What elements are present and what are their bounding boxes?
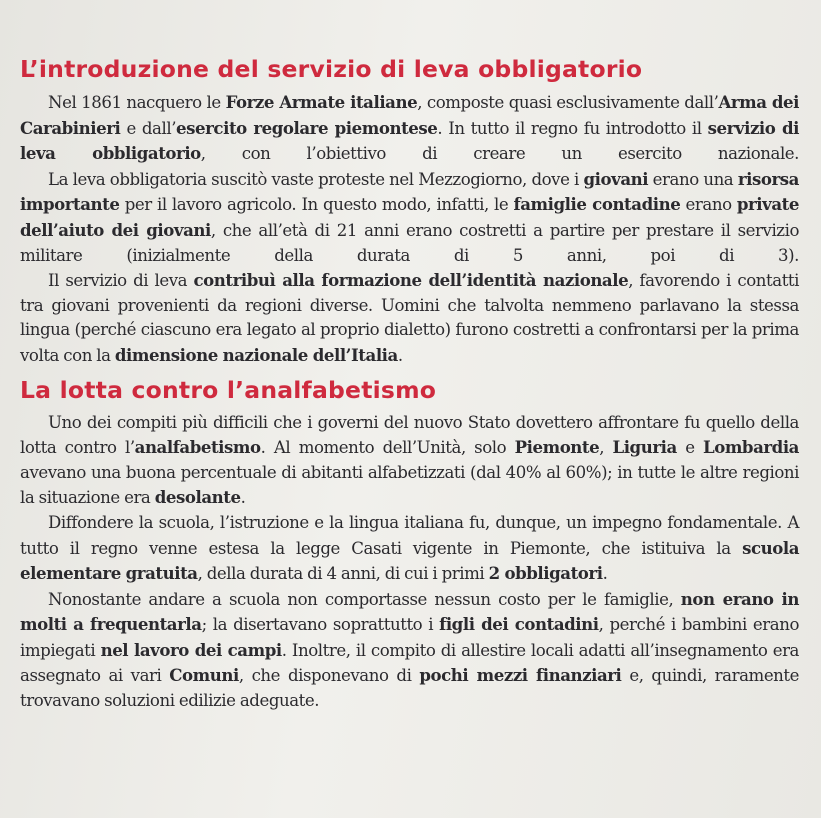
section-heading-leva: L’introduzione del servizio di leva obbligatorio bbox=[20, 55, 643, 83]
bold-run: nel lavoro dei campi bbox=[100, 639, 282, 660]
text-run: , composte quasi esclusivamente dall’ bbox=[417, 93, 719, 112]
text-run: , che disponevano di bbox=[238, 666, 420, 686]
bold-run: Arma dei Carabinieri bbox=[20, 92, 800, 138]
text-run: . In tutto il regno fu introdotto il bbox=[437, 118, 708, 138]
bold-run: non erano in molti a frequentarla bbox=[20, 588, 799, 635]
paragraph-leva-1 bbox=[20, 90, 799, 167]
bold-run: contribuì alla formazione dell’identità nazionale bbox=[193, 270, 629, 291]
text-run: e dall’ bbox=[120, 118, 177, 138]
bold-run: scuola elementare gratuita bbox=[20, 537, 799, 584]
paragraph-analfabetismo-3 bbox=[20, 587, 799, 714]
paragraph-leva-3 bbox=[20, 268, 799, 368]
section-heading-analfabetismo: La lotta contro l’analfabetismo bbox=[20, 375, 437, 404]
text-run: , favorendo i contatti tra giovani provenienti da regioni diverse. Uomini che talvolta nemmeno parlavano la stessa lingua (perché ciascuno era legato al proprio dialetto) furono costretti a confrontarsi per la prima volta con la bbox=[20, 271, 799, 365]
text-run: avevano una buona percentuale di abitanti alfabetizzati (dal 40% al 60%); in tutte le altre regioni la situazione era bbox=[20, 462, 799, 508]
bold-run: Liguria bbox=[612, 437, 677, 458]
text-run: Il servizio di leva bbox=[48, 271, 194, 291]
text-run: . Al momento dell’Unità, solo bbox=[260, 438, 515, 458]
text-run: , che all’età di 21 anni erano costretti a partire per prestare il servizio militare (inizialmente della durata di 5 anni, poi di 3). bbox=[20, 220, 799, 265]
bold-run: giovani bbox=[583, 168, 649, 189]
text-run: , della durata di 4 anni, di cui i primi bbox=[197, 564, 489, 584]
text-run: . bbox=[240, 488, 246, 508]
bold-run: analfabetismo bbox=[134, 437, 261, 458]
text-run: Diffondere la scuola, l’istruzione e la lingua italiana fu, dunque, un impegno fondamentale. A tutto il regno venne estesa la legge Casati vigente in Piemonte, che istituiva la bbox=[20, 512, 799, 558]
bold-run: desolante bbox=[154, 487, 241, 508]
bold-run: risorsa importante bbox=[20, 168, 799, 215]
text-run: Nel 1861 nacquero le bbox=[48, 93, 226, 112]
bold-run: dimensione nazionale dell’Italia bbox=[114, 344, 398, 365]
bold-run: Piemonte bbox=[514, 437, 600, 458]
text-run: . Inoltre, il compito di allestire locali adatti all’insegnamento era assegnato ai vari bbox=[20, 640, 799, 686]
text-run: La leva obbligatoria suscitò vaste proteste nel Mezzogiorno, dove i bbox=[48, 169, 584, 189]
text-run: erano bbox=[680, 195, 737, 215]
paragraph-analfabetismo-1 bbox=[20, 411, 799, 511]
text-run: per il lavoro agricolo. In questo modo, infatti, le bbox=[119, 195, 514, 215]
bold-run: famiglie contadine bbox=[513, 194, 681, 215]
text-run: . bbox=[602, 564, 608, 584]
text-run: , con l’obiettivo di creare un esercito nazionale. bbox=[200, 144, 799, 164]
text-run: ; la disertavano soprattutto i bbox=[201, 615, 440, 635]
bold-run: esercito regolare piemontese bbox=[176, 117, 438, 138]
text-run: e bbox=[676, 438, 703, 458]
bold-run: private dell’aiuto dei giovani bbox=[20, 194, 799, 240]
bold-run: Forze Armate italiane bbox=[225, 92, 418, 112]
text-run: erano una bbox=[648, 169, 738, 189]
text-run: Nonostante andare a scuola non comportasse nessun costo per le famiglie, bbox=[48, 589, 681, 609]
bold-run: 2 obbligatori bbox=[488, 563, 603, 584]
paragraph-leva-2 bbox=[20, 167, 799, 268]
text-run: Uno dei compiti più difficili che i governi del nuovo Stato dovettero affrontare fu quello della lotta contro l’ bbox=[20, 412, 799, 458]
bold-run: figli dei contadini bbox=[439, 614, 599, 635]
bold-run: pochi mezzi finanziari bbox=[419, 665, 622, 686]
text-run: e, quindi, raramente trovavano soluzioni edilizie adeguate. bbox=[20, 666, 800, 711]
bold-run: Comuni bbox=[169, 665, 239, 686]
text-run: . bbox=[397, 345, 403, 365]
bold-run: Lombardia bbox=[702, 437, 799, 458]
text-run: , perché i bambini erano impiegati bbox=[20, 615, 799, 660]
text-run: , bbox=[599, 438, 613, 458]
paragraph-analfabetismo-2 bbox=[20, 511, 799, 587]
bold-run: servizio di leva obbligatorio bbox=[20, 117, 799, 164]
